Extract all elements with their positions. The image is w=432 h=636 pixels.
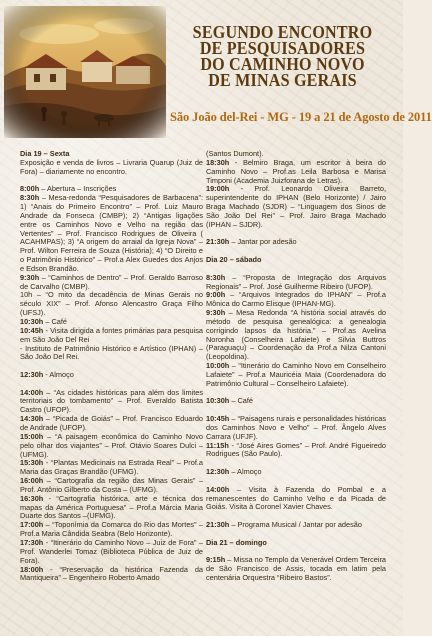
schedule-time: 9:15h bbox=[206, 555, 226, 565]
program-paragraph bbox=[206, 274, 386, 292]
schedule-time: 9:30h bbox=[20, 272, 40, 282]
schedule-text: – “Toponímia da Comarca do Rio das Mortes” – Prof.a Maria Cândida Seabra (Belo Horizonte). bbox=[20, 520, 203, 539]
title-line: DE PESQUISADORES bbox=[199, 38, 366, 58]
schedule-time: 10:45h bbox=[206, 414, 230, 424]
schedule-text: - Almoço bbox=[43, 370, 74, 379]
schedule-time: 12:30h bbox=[206, 467, 230, 477]
program-paragraph bbox=[20, 477, 203, 495]
program-paragraph bbox=[206, 291, 386, 309]
program-paragraph bbox=[20, 415, 203, 433]
schedule-text: - “José Aires Gomes” – Prof. André Figueiredo Rodrigues (São Paulo). bbox=[206, 440, 386, 459]
program-paragraph bbox=[206, 521, 386, 530]
schedule-text: – “Arquivos Integrados do IPHAN” – Prof.a Mônica do Carmo Elisque (IPHAN-MG). bbox=[206, 290, 386, 309]
schedule-text: – “Cartografia da região das Minas Gerais” – Prof. Antônio Gilberto da Costa – (UFMG). bbox=[20, 476, 203, 494]
schedule-text: – Mesa Redonda “A história social através do método de pesquisa genealógica: a genealogia corrigindo lapsos da história.” – Prof.as Avelina Noronha (Conselheira Lafaiete) e Silvia Buttros (Paraguaçu) – Coordenação da Prof.a Nilza Cantoni (Leopoldina). bbox=[206, 308, 386, 362]
program-paragraph bbox=[206, 539, 386, 548]
schedule-text: - “Itinerário do Caminho Novo – Juiz de Fora” – Prof. Wanderlei Tomaz (Biblioteca Pública de Juiz de Fora). bbox=[20, 537, 203, 565]
program-paragraph bbox=[206, 362, 386, 389]
schedule-text: – Mesa-redonda “Pesquisadores de Barbacena”: 1) “Anais do Primeiro Encontro” – Prof. Luiz Mauro Andrade da Fonseca (CMBP); 2) “Antigas ligações entre os Caminhos Novo e Velho na região das Vertentes” – Prof. Francisco Rodrigues de Oliveira ( ACAHMPAS); 3) “A origem do arraial da Igreja Nova” – Prof. Wilton Ferreira de Souza (História); 4) “O Direito e o Patrimônio Histórico” – Prof.a Alex Guedes dos Anjos e Edson Brandão. bbox=[20, 193, 203, 273]
schedule-text: 10h – “O mito da decadência de Minas Gerais no século XIX” – Prof. Afonso Alencastro Graça Filho (UFSJ). bbox=[20, 290, 203, 318]
program-paragraph bbox=[206, 309, 386, 362]
schedule-text: – Missa no Templo da Venerável Ordem Terceira de São Francisco de Assis, tocada em latim pela centenária Orquestra “Ribeiro Bastos”. bbox=[206, 555, 386, 583]
schedule-text: – Visita à Fazenda do Pombal e a remanescentes do Caminho Velho e da Picada de Goiás. Visita à Coronel Xavier Chaves. bbox=[206, 484, 386, 512]
program-paragraph bbox=[206, 159, 386, 186]
program-paragraph bbox=[20, 539, 203, 566]
schedule-time: 8:30h bbox=[206, 272, 226, 282]
schedule-text: - Belmiro Braga, um escritor à beira do Caminho Novo – Prof.as Leila Barbosa e Marisa Timponi (Academia Juizforana de Letras). bbox=[206, 157, 386, 185]
schedule-text: – Café bbox=[43, 316, 67, 326]
program-paragraph bbox=[206, 256, 386, 265]
program-paragraph bbox=[20, 159, 203, 177]
schedule-text: – Almoço bbox=[229, 467, 262, 477]
schedule-time: 21:30h bbox=[206, 237, 230, 247]
schedule-text: – “Paisagens rurais e personalidades históricas dos Caminhos Novo e Velho” – Prof. Ângelo Alves Carrara (UFJF). bbox=[206, 414, 386, 441]
program-paragraph bbox=[206, 468, 386, 477]
schedule-time: 16:00h bbox=[20, 476, 44, 486]
schedule-text: - “Cartografia histórica, arte e técnica dos mapas da América Portuguesa” – Prof.a Márcia Maria Duarte dos Santos –(UFMG). bbox=[20, 493, 203, 521]
schedule-text: - “Preservação da histórica Fazenda da Mantiqueira” – Engenheiro Roberto Amado bbox=[20, 564, 203, 583]
program-paragraph bbox=[206, 486, 386, 513]
schedule-time: 21:30h bbox=[206, 520, 230, 530]
schedule-text: - Prof. Leonardo Oliveira Barreto, superintendente do IPHAN (Belo Horizonte) / Jairo Braga Machado (SJDR) – “Linguagem dos Sinos de São João Del Rei” – Prof. Jairo Braga Machado (IPHAN – SJDR). bbox=[206, 184, 386, 229]
schedule-text: – “Itinerário do Caminho Novo em Conselheiro Lafaiete” – Prof.a Mauricéia Maia (Coordenadora do Patrimônio Cultural – Conselheiro Lafaiete). bbox=[206, 361, 386, 388]
schedule-text: – “Proposta de Integração dos Arquivos Regionais” – Prof. José Guilherme Ribeiro (UFOP). bbox=[206, 272, 386, 291]
program-paragraph bbox=[20, 327, 203, 345]
schedule-time: 19:00h bbox=[206, 184, 230, 194]
schedule-time: 9:00h bbox=[206, 290, 226, 300]
event-location-date: São João del-Rei - MG - 19 a 21 de Agosto de 2011 bbox=[170, 110, 432, 124]
program-paragraph bbox=[206, 185, 386, 229]
schedule-text: – Jantar por adesão bbox=[229, 237, 297, 247]
program-paragraph bbox=[206, 238, 386, 247]
program-paragraph bbox=[20, 389, 203, 416]
program-paragraph bbox=[20, 495, 203, 522]
program-paragraph bbox=[20, 371, 203, 380]
schedule-time: 14:00h bbox=[20, 387, 44, 397]
historical-painting-image bbox=[4, 6, 166, 138]
schedule-time: 10:00h bbox=[206, 361, 230, 371]
schedule-time: 10:45h bbox=[20, 325, 44, 335]
title-line: DO CAMINHO NOVO bbox=[200, 54, 365, 74]
schedule-time: Dia 20 – sábado bbox=[206, 255, 262, 265]
program-paragraph bbox=[206, 415, 386, 442]
schedule-text: - Visita dirigida a fontes primárias para pesquisa em São João Del Rei bbox=[20, 325, 203, 344]
program-paragraph bbox=[20, 566, 203, 584]
schedule-time: 17:30h bbox=[20, 537, 44, 547]
program-paragraph bbox=[20, 521, 203, 539]
program-paragraph bbox=[20, 433, 203, 460]
schedule-text: Exposição e venda de livros – Livraria Quarup (Juiz de Fora) – diariamente no encontro. bbox=[20, 157, 203, 176]
schedule-text: – “Picada de Goiás” – Prof. Francisco Eduardo de Andrade (UFOP). bbox=[20, 414, 203, 433]
schedule-text: – Programa Musical / Jantar por adesão bbox=[229, 520, 362, 530]
schedule-text: - Instituto de Patrimônio Histórico e Artístico (IPHAN) – São João Del Rei. bbox=[20, 343, 203, 362]
schedule-time: 8:30h bbox=[20, 193, 40, 203]
schedule-text: - “Plantas Medicinais na Estrada Real” – Prof.a Maria das Graças Brandão (UFMG). bbox=[20, 458, 203, 477]
schedule-time: 18:30h bbox=[206, 157, 230, 167]
schedule-time: 17:00h bbox=[20, 520, 44, 530]
program-paragraph bbox=[20, 194, 203, 274]
program-right-column bbox=[206, 150, 386, 583]
event-title bbox=[170, 24, 395, 88]
schedule-time: 14:00h bbox=[206, 484, 230, 494]
schedule-time: Dia 19 – Sexta bbox=[20, 149, 70, 158]
program-paragraph bbox=[206, 442, 386, 460]
program-paragraph bbox=[20, 274, 203, 292]
schedule-time: 9:30h bbox=[206, 308, 226, 318]
program-paragraph bbox=[20, 345, 203, 363]
schedule-time: 10:30h bbox=[206, 396, 230, 406]
title-line: DE MINAS GERAIS bbox=[208, 70, 357, 90]
schedule-text: (Santos Dumont). bbox=[206, 149, 264, 158]
schedule-time: 10:30h bbox=[20, 316, 44, 326]
schedule-text: – Abertura – Inscrições bbox=[39, 184, 117, 194]
program-paragraph bbox=[20, 291, 203, 318]
schedule-text: – Café bbox=[229, 396, 253, 406]
title-line: SEGUNDO ENCONTRO bbox=[192, 22, 373, 42]
schedule-time: 11:15h bbox=[206, 440, 229, 450]
schedule-time: 8:00h bbox=[20, 184, 40, 194]
program-paragraph bbox=[206, 397, 386, 406]
schedule-time: 18:00h bbox=[20, 564, 44, 574]
program-left-column bbox=[20, 150, 203, 583]
schedule-time: 14:30h bbox=[20, 414, 44, 424]
schedule-time: 15:30h bbox=[20, 458, 44, 468]
schedule-text: – “As cidades históricas para além dos limites territoriais do tombamento” – Prof. Everaldo Batista Castro (UFOP). bbox=[20, 387, 203, 415]
schedule-time: Dia 21 – domingo bbox=[206, 537, 267, 547]
schedule-text: – “A paisagem econômica do Caminho Novo pelo olhar dos viajantes” – Prof. Otávio Soares Dulci – (UFMG). bbox=[20, 431, 203, 459]
schedule-text: – “Caminhos de Dentro” – Prof. Geraldo Barroso de Carvalho (CMBP). bbox=[20, 272, 203, 291]
program-paragraph bbox=[20, 459, 203, 477]
schedule-time: 12:30h bbox=[20, 370, 44, 379]
schedule-time: 15:00h bbox=[20, 431, 44, 441]
schedule-time: 16:30h bbox=[20, 493, 44, 503]
program-paragraph bbox=[206, 556, 386, 583]
